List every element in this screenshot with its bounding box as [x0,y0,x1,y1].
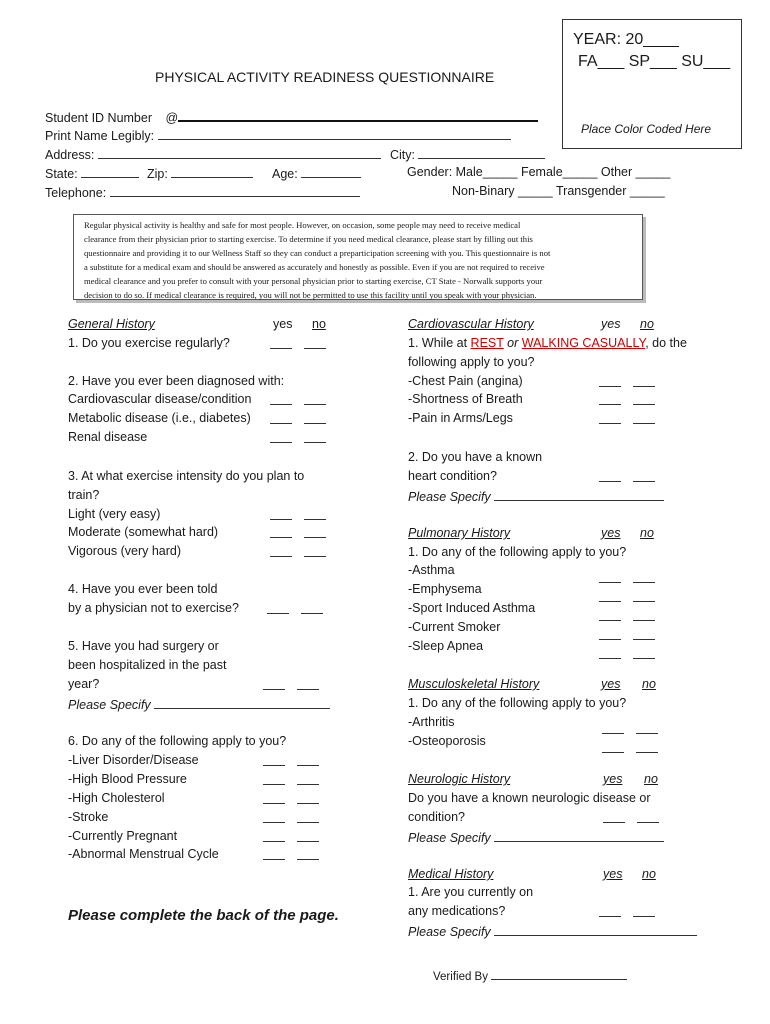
q6b-text: -High Blood Pressure [68,772,187,786]
q5-text: 5. Have you had surgery or [68,639,219,653]
c1-post: , do the [645,336,687,350]
yes-header: yes [273,317,293,331]
age-label: Age: [272,167,298,181]
q3-text: 3. At what exercise intensity do you plan to [68,469,305,483]
please-specify-label: Please Specify [408,831,491,845]
q3c-answer[interactable] [270,508,326,523]
yes-header: yes [601,526,621,540]
zip-field[interactable] [147,165,253,181]
musculoskeletal-heading: Musculoskeletal History [408,677,540,691]
zip-label: Zip: [147,167,168,181]
city-label: City: [390,148,415,162]
q6f-answer[interactable] [263,848,319,863]
c1c-text: -Chest Pain (angina) [408,374,523,388]
q2b-text: Metabolic disease (i.e., diabetes) [68,411,251,425]
please-specify-label: Please Specify [408,490,491,504]
no-header: no [642,677,656,691]
neurologic-heading: Neurologic History [408,772,511,786]
or-text: or [507,336,519,350]
no-header: no [642,867,656,881]
m1b-answer[interactable] [602,741,658,756]
verified-by-label: Verified By [433,971,488,983]
md1-answer[interactable] [599,905,655,920]
md1-specify[interactable] [408,923,697,939]
c2-text-2: heart condition? [408,469,497,483]
p1d-answer[interactable] [599,628,655,643]
c2-specify[interactable] [408,488,664,504]
intro-line: a substitute for a medical exam and should be answered as accurately and honestly as possible. Even if you are not required to receive [84,262,545,272]
general-history-heading: General History [68,317,155,331]
m1a-answer[interactable] [602,722,658,737]
intro-line: Regular physical activity is healthy and safe for most people. However, on occasion, some people may need to receive medical [84,220,521,230]
n1-text-2: condition? [408,810,465,824]
telephone-field[interactable] [45,184,360,200]
q3c-text: Light (very easy) [68,507,161,521]
q2a-text: Cardiovascular disease/condition [68,392,252,406]
gender-field[interactable]: Gender: Male_____ Female_____ Other _____ [407,165,671,179]
q3d-text: Moderate (somewhat hard) [68,525,219,539]
intro-line: decision to do so. If medical clearance is required, you will not be permitted to use this facility until you speak with your physician. [84,290,537,300]
no-header: no [640,317,654,331]
q1-answer[interactable] [270,337,326,352]
c1-pre: 1. While at [408,336,468,350]
verified-by-field[interactable] [433,967,627,983]
p1d-text: -Current Smoker [408,620,501,634]
q2-text: 2. Have you ever been diagnosed with: [68,374,285,388]
q3e-text: Vigorous (very hard) [68,544,182,558]
gender-field-2[interactable]: Non-Binary _____ Transgender _____ [452,184,665,198]
p1a-text: -Asthma [408,563,455,577]
q6c-text: -High Cholesterol [68,791,165,805]
address-field[interactable] [45,146,381,162]
q6e-text: -Currently Pregnant [68,829,178,843]
yes-header: yes [603,867,623,881]
md1-text-2: any medications? [408,904,506,918]
q3d-answer[interactable] [270,526,326,541]
complete-back-note: Please complete the back of the page. [68,907,339,924]
no-header: no [644,772,658,786]
q4-answer[interactable] [267,602,323,617]
q6a-text: -Liver Disorder/Disease [68,753,199,767]
p1e-answer[interactable] [599,647,655,662]
print-name-field[interactable]: Print Name Legibly: [45,127,511,143]
print-name-label: Print Name Legibly [45,129,151,143]
c1e-text: -Pain in Arms/Legs [408,411,513,425]
cardiovascular-heading: Cardiovascular History [408,317,534,331]
pulmonary-heading: Pulmonary History [408,526,511,540]
q4-text: 4. Have you ever been told [68,582,218,596]
age-field[interactable] [272,165,361,181]
state-field[interactable] [45,165,139,181]
q2b-answer[interactable] [270,412,326,427]
q6d-answer[interactable] [263,811,319,826]
year-term-box[interactable] [562,19,742,149]
q5-text-3: year? [68,677,100,691]
c1-text [408,336,687,350]
address-label: Address: [45,148,95,162]
intro-paragraph [73,214,643,300]
p1e-text: -Sleep Apnea [408,639,484,653]
q6d-text: -Stroke [68,810,109,824]
n1-specify[interactable] [408,829,664,845]
student-id-label: Student ID Number [45,111,152,125]
medical-history-heading: Medical History [408,867,494,881]
m1a-text: -Arthritis [408,715,455,729]
intro-line: questionnaire and providing it to our Wellness Staff so they can conduct a preparticipation screening with you. This questionnaire is not [84,248,551,258]
p1b-answer[interactable] [599,590,655,605]
no-header: no [312,317,326,331]
please-specify-label: Please Specify [68,698,151,712]
no-header: no [640,526,654,540]
c1-text-2: following apply to you? [408,355,535,369]
q5-answer[interactable] [263,678,319,693]
c1d-answer[interactable] [599,393,655,408]
intro-line: medical clearance and you prefer to consult with your personal physician prior to starting exercise, CT State - Norwalk supports your [84,276,543,286]
term-field: FA___ SP___ SU___ [578,53,731,70]
city-field[interactable] [390,146,545,162]
q2a-answer[interactable] [270,393,326,408]
q6-text: 6. Do any of the following apply to you? [68,734,287,748]
q6b-answer[interactable] [263,773,319,788]
p1-text: 1. Do any of the following apply to you? [408,545,627,559]
intro-line: clearance from their physician prior to starting exercise. To determine if you need medical clearance, please start by filling out this [84,234,533,244]
q6a-answer[interactable] [263,754,319,769]
q6f-text: -Abnormal Menstrual Cycle [68,847,219,861]
p1c-answer[interactable] [599,609,655,624]
please-specify-label: Please Specify [408,925,491,939]
c1c-answer[interactable] [599,375,655,390]
n1-text: Do you have a known neurologic disease or [408,791,651,805]
c1e-answer[interactable] [599,412,655,427]
rest-emphasis: REST [470,336,504,350]
q3e-answer[interactable] [270,545,326,560]
walking-emphasis: WALKING CASUALLY [521,336,646,350]
q5-specify[interactable] [68,696,330,712]
p1a-answer[interactable] [599,571,655,586]
q2c-text: Renal disease [68,430,148,444]
yes-header: yes [601,317,621,331]
yes-header: yes [603,772,623,786]
at-sign: @ [165,111,179,125]
q3-text-2: train? [68,488,100,502]
q6e-answer[interactable] [263,830,319,845]
q6c-answer[interactable] [263,792,319,807]
p1b-text: -Emphysema [408,582,482,596]
yes-header: yes [601,677,621,691]
q2c-answer[interactable] [270,431,326,446]
color-code-note: Place Color Coded Here [581,122,712,136]
q1-text: 1. Do you exercise regularly? [68,336,230,350]
telephone-label: Telephone: [45,186,107,200]
c2-text: 2. Do you have a known [408,450,543,464]
n1-answer[interactable] [603,811,659,826]
q5-text-2: been hospitalized in the past [68,658,227,672]
page-title: PHYSICAL ACTIVITY READINESS QUESTIONNAIRE [155,69,495,85]
state-label: State: [45,167,78,181]
q4-text-2: by a physician not to exercise? [68,601,239,615]
m1-text: 1. Do any of the following apply to you? [408,696,627,710]
m1b-text: -Osteoporosis [408,734,486,748]
c1d-text: -Shortness of Breath [408,392,523,406]
c2-answer[interactable] [599,470,655,485]
year-field: YEAR: 20____ [573,31,679,48]
student-id-field[interactable] [45,108,538,125]
p1c-text: -Sport Induced Asthma [408,601,536,615]
md1-text: 1. Are you currently on [408,885,534,899]
